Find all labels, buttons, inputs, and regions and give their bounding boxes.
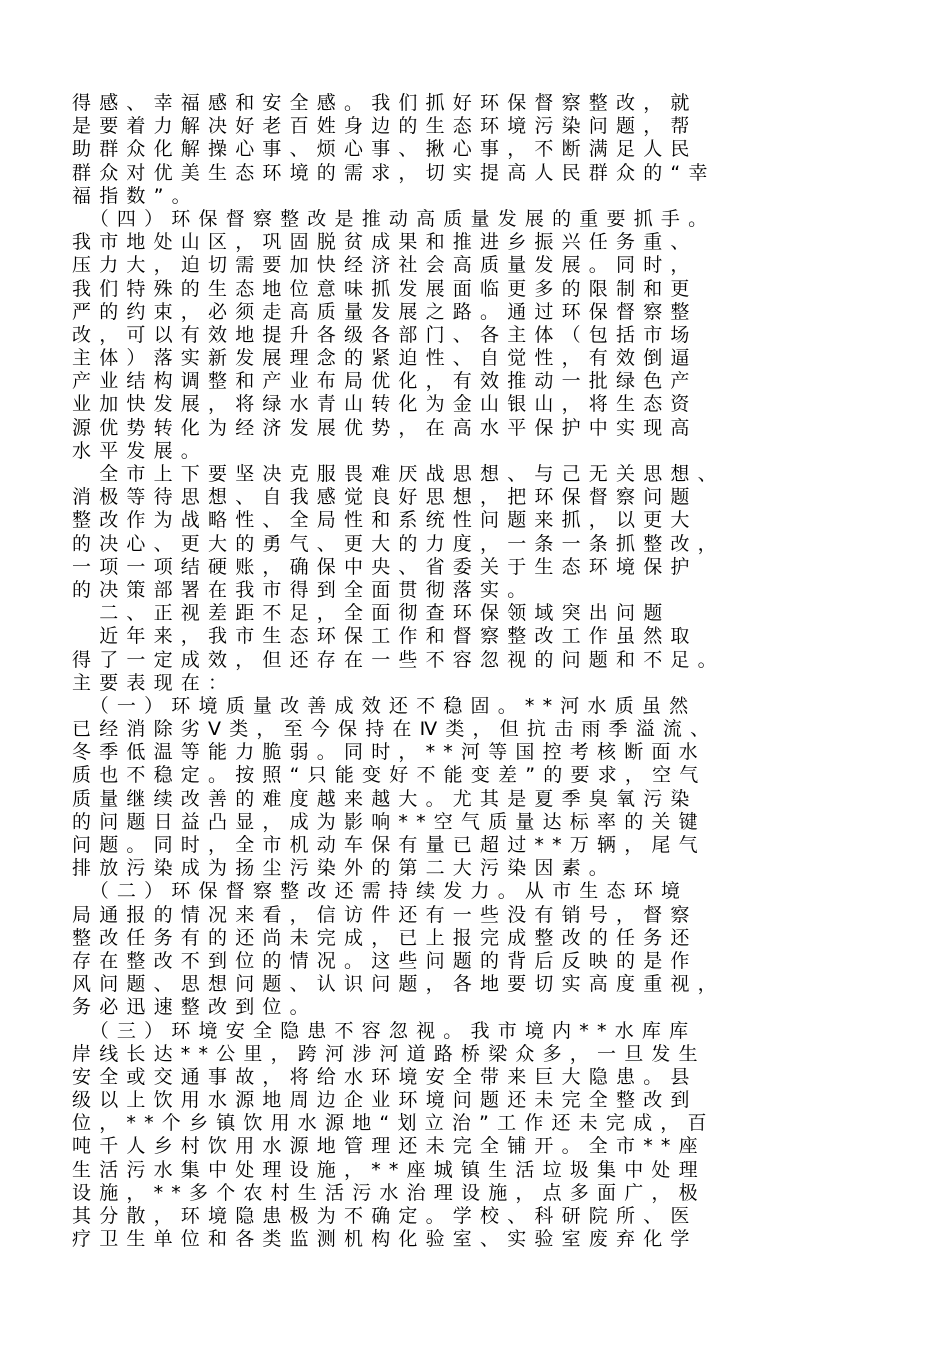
subsection-heading-2: （二）环保督察整改还需持续发力。从市生态环境 (72, 880, 689, 903)
text-line: 风问题、思想问题、认识问题，各地要切实高度重视， (72, 973, 725, 996)
text-line: 务必迅速整改到位。 (72, 996, 317, 1019)
text-line: 局通报的情况来看，信访件还有一些没有销号，督察 (72, 903, 698, 926)
text-line: 疗卫生单位和各类监测机构化验室、实验室废弃化学 (72, 1228, 698, 1251)
text-line: 主要表现在： (72, 671, 236, 694)
text-line: 近年来，我市生态环保工作和督察整改工作虽然取 (72, 625, 698, 648)
text-line: 问题。同时，全市机动车保有量已超过**万辆，尾气 (72, 834, 706, 856)
text-line: 安全或交通事故，将给水环境安全带来巨大隐患。县 (72, 1065, 698, 1088)
text-line: 严的约束，必须走高质量发展之路。通过环保督察整 (72, 300, 698, 323)
text-line: 群众对优美生态环境的需求，切实提高人民群众的“幸 (72, 161, 716, 184)
text-line: 设施，**多个农村生活污水治理设施，点多面广，极 (72, 1181, 706, 1204)
text-line: 源优势转化为经济发展优势，在高水平保护中实现高 (72, 416, 698, 439)
text-line: 改，可以有效地提升各级各部门、各主体（包括市场 (72, 323, 698, 346)
text-line: 压力大，迫切需要加快经济社会高质量发展。同时， (72, 254, 698, 277)
text-line: 业加快发展，将绿水青山转化为金山银山，将生态资 (72, 393, 698, 416)
subsection-heading-3: （三）环境安全隐患不容忽视。我市境内**水库库 (72, 1019, 697, 1042)
body-text (72, 92, 892, 1251)
text-line: 水平发展。 (72, 439, 209, 462)
text-line: 得感、幸福感和安全感。我们抓好环保督察整改，就 (72, 92, 698, 114)
text-line: 全市上下要坚决克服畏难厌战思想、与己无关思想、 (72, 463, 725, 485)
text-line: 存在整改不到位的情况。这些问题的背后反映的是作 (72, 949, 698, 972)
text-line: 助群众化解操心事、烦心事、揪心事，不断满足人民 (72, 138, 698, 161)
section-heading-2: 二、正视差距不足，全面彻查环保领域突出问题 (72, 602, 671, 625)
text-line: 我市地处山区，巩固脱贫成果和推进乡振兴任务重、 (72, 231, 698, 254)
text-line: 的决策部署在我市得到全面贯彻落实。 (72, 578, 535, 601)
text-line: 质量继续改善的难度越来越大。尤其是夏季臭氧污染 (72, 787, 698, 810)
text-line: 的决心、更大的勇气、更大的力度，一条一条抓整改， (72, 532, 725, 555)
text-line: 岸线长达**公里，跨河涉河道路桥梁众多，一旦发生 (72, 1042, 706, 1065)
text-line: 是要着力解决好老百姓身边的生态环境污染问题，帮 (72, 115, 698, 138)
text-line: 排放污染成为扬尘污染外的第二大污染因素。 (72, 857, 617, 880)
text-line: 消极等待思想、自我感觉良好思想，把环保督察问题 (72, 486, 698, 509)
text-line: 一项一项结硬账，确保中央、省委关于生态环境保护 (72, 555, 698, 578)
text-line: 已经消除劣Ⅴ类，至今保持在Ⅳ类，但抗击雨季溢流、 (72, 718, 718, 741)
text-line: 产业结构调整和产业布局优化，有效推动一批绿色产 (72, 370, 698, 393)
text-line: 吨千人乡村饮用水源地管理还未完全铺开。全市**座 (72, 1135, 706, 1158)
text-line: 质也不稳定。按照“只能变好不能变差”的要求，空气 (72, 764, 707, 787)
text-line: 生活污水集中处理设施，**座城镇生活垃圾集中处理 (72, 1158, 706, 1181)
text-line: 级以上饮用水源地周边企业环境问题还未完全整改到 (72, 1089, 698, 1112)
text-line: 主体）落实新发展理念的紧迫性、自觉性，有效倒逼 (72, 347, 698, 370)
text-line: 得了一定成效，但还存在一些不容忽视的问题和不足。 (72, 648, 725, 671)
text-line: 整改作为战略性、全局性和系统性问题来抓，以更大 (72, 509, 698, 532)
text-line: 整改任务有的还尚未完成，已上报完成整改的任务还 (72, 926, 698, 949)
text-line: 其分散，环境隐患极为不确定。学校、科研院所、医 (72, 1205, 698, 1227)
text-line: 我们特殊的生态地位意味抓发展面临更多的限制和更 (72, 277, 698, 300)
section-heading-4: （四）环保督察整改是推动高质量发展的重要抓手。 (72, 207, 716, 230)
text-line: 的问题日益凸显，成为影响**空气质量达标率的关键 (72, 810, 706, 833)
text-line: 福指数”。 (72, 184, 199, 207)
text-line: 冬季低温等能力脆弱。同时，**河等国控考核断面水 (72, 741, 706, 764)
subsection-heading-1: （一）环境质量改善成效还不稳固。**河水质虽然 (72, 694, 697, 717)
text-line: 位，**个乡镇饮用水源地“划立治”工作还未完成，百 (72, 1112, 715, 1135)
